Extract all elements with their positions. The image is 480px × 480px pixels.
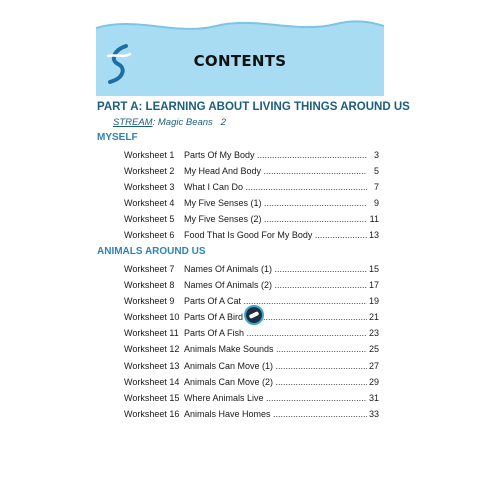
worksheet-number: Worksheet 5 [124, 214, 175, 224]
worksheet-number: Worksheet 12 [124, 344, 180, 354]
toc-row [124, 150, 379, 164]
page-number: 7 [373, 182, 379, 192]
page-number: 5 [373, 166, 379, 176]
worksheet-title: Parts Of My Body ..... [184, 150, 367, 160]
page-title: CONTENTS [193, 52, 287, 70]
stream-name: : Magic Beans [152, 117, 213, 128]
page-number: 29 [368, 377, 379, 387]
worksheet-number: Worksheet 1 [124, 150, 175, 160]
worksheet-number: Worksheet 2 [124, 166, 175, 176]
page-number: 9 [373, 198, 379, 208]
worksheet-number: Worksheet 16 [124, 409, 180, 419]
page-number: 13 [368, 230, 379, 240]
worksheet-title: My Head And Body ..... [184, 166, 367, 176]
toc-row [124, 182, 379, 196]
worksheet-number: Worksheet 3 [124, 182, 175, 192]
toc-row [124, 344, 379, 358]
worksheet-title: Animals Can Move (1) ..... [184, 361, 367, 371]
toc-row [124, 409, 379, 423]
toc-row [124, 280, 379, 294]
toc-row [124, 198, 379, 212]
worksheet-number: Worksheet 9 [124, 296, 175, 306]
page-number: 3 [373, 150, 379, 160]
page-number: 27 [368, 361, 379, 371]
part-a-heading: PART A: LEARNING ABOUT LIVING THINGS AROUND US [97, 101, 410, 113]
worksheet-number: Worksheet 6 [124, 230, 175, 240]
worksheet-title: Names Of Animals (1) ..... [184, 264, 367, 274]
page-number: 19 [368, 296, 379, 306]
worksheet-number: Worksheet 10 [124, 312, 180, 322]
worksheet-number: Worksheet 7 [124, 264, 175, 274]
page-number: 15 [368, 264, 379, 274]
toc-row [124, 230, 379, 244]
worksheet-title: Parts Of A Fish ..... [184, 328, 367, 338]
stream-label: STREAM [113, 117, 153, 128]
worksheet-title: Animals Can Move (2) ..... [184, 377, 367, 387]
worksheet-number: Worksheet 15 [124, 393, 180, 403]
page-number: 23 [368, 328, 379, 338]
worksheet-title: Animals Have Homes ..... [184, 409, 367, 419]
page-number: 21 [368, 312, 379, 322]
worksheet-title: Animals Make Sounds ..... [184, 344, 367, 354]
toc-row [124, 214, 379, 228]
worksheet-number: Worksheet 4 [124, 198, 175, 208]
worksheet-number: Worksheet 13 [124, 361, 180, 371]
worksheet-title: What I Can Do ..... [184, 182, 367, 192]
worksheet-title: Food That Is Good For My Body ..... [184, 230, 367, 240]
worksheet-title: My Five Senses (2) ..... [184, 214, 367, 224]
worksheet-number: Worksheet 11 [124, 328, 179, 338]
worksheet-title: Parts Of A Bird ..... [184, 312, 367, 322]
worksheet-number: Worksheet 8 [124, 280, 175, 290]
media-badge-icon [244, 305, 264, 325]
worksheet-title: Parts Of A Cat ..... [184, 296, 367, 306]
worksheet-title: My Five Senses (1) ..... [184, 198, 367, 208]
page-number: 33 [368, 409, 379, 419]
toc-row [124, 328, 379, 342]
toc-row [124, 361, 379, 375]
toc-row [124, 264, 379, 278]
stream-page: 2 [220, 117, 227, 128]
section-heading-myself: MYSELF [97, 132, 138, 143]
toc-row [124, 377, 379, 391]
worksheet-title: Names Of Animals (2) ..... [184, 280, 367, 290]
page-number: 25 [368, 344, 379, 354]
toc-row [124, 166, 379, 180]
stream-line [113, 117, 226, 128]
page-number: 17 [368, 280, 379, 290]
page-number: 31 [368, 393, 379, 403]
page-number: 11 [369, 214, 379, 224]
section-heading-animals: ANIMALS AROUND US [97, 246, 206, 257]
toc-row [124, 393, 379, 407]
worksheet-number: Worksheet 14 [124, 377, 180, 387]
worksheet-title: Where Animals Live ..... [184, 393, 367, 403]
